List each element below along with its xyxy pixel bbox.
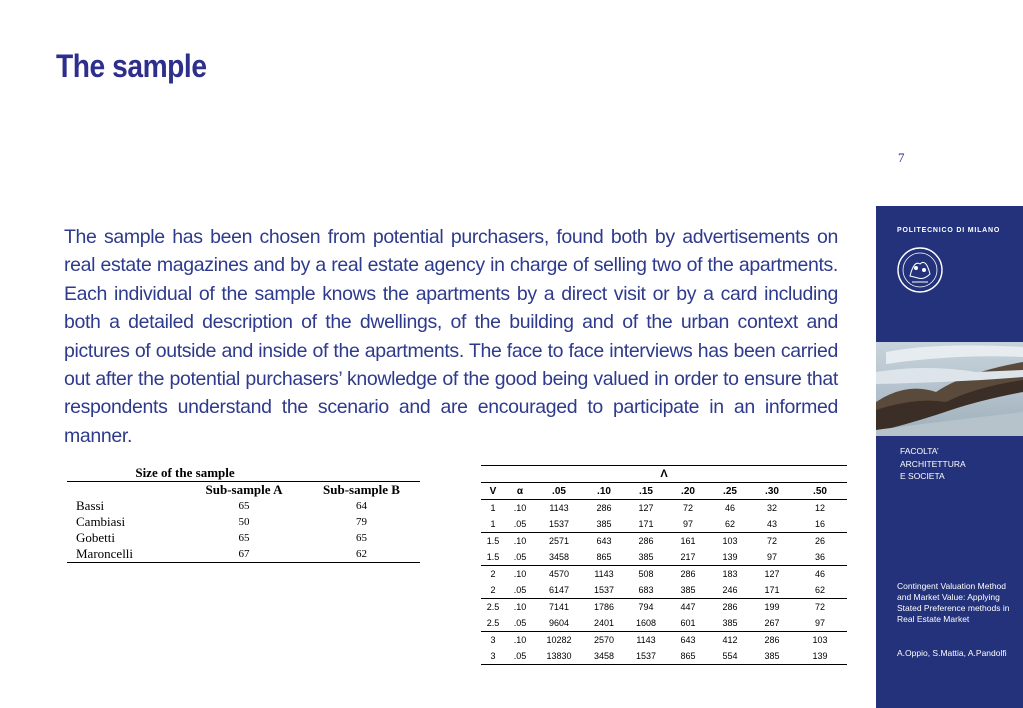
sample-size-value: 7141 (535, 599, 583, 616)
body-paragraph: The sample has been chosen from potential purchasers, found both by advertisements on real estate magazines and by a real estate agency in charge of selling two of the apartments. Each individual of the sample knows the apartments by a direct visit or by a card including both a detailed description of the dwellings, of the building and of the urban context and pictures of outside and inside of the apartments. The face to face interviews has been carried out after the potential purchasers’ knowledge of the good being valued in order to ensure that respondents understand the scenario and are encouraged to participate in an informed manner. (64, 226, 838, 447)
sample-size-value: 447 (667, 599, 709, 616)
lambda-column-header: .25 (709, 483, 751, 500)
sample-size-value: 643 (667, 632, 709, 649)
sample-size-value: 3458 (548, 552, 570, 562)
sample-table-title: Size of the sample (67, 465, 303, 482)
table-row (481, 632, 847, 649)
sample-size-value: 3458 (583, 648, 625, 665)
table-row (481, 500, 847, 517)
faculty-name: FACOLTA’ ARCHITETTURA E SOCIETA (900, 446, 966, 481)
table-row (481, 648, 847, 665)
university-seal-icon (896, 246, 944, 294)
sample-size-value: 171 (764, 585, 780, 595)
sample-size-table (67, 465, 420, 563)
v-value: 1.5 (481, 533, 505, 550)
sample-size-value: 1537 (548, 519, 570, 529)
sample-size-value: 1143 (549, 503, 569, 513)
sample-size-value: 286 (596, 503, 612, 513)
sample-size-value: 12 (814, 503, 825, 513)
sample-size-value: 1143 (625, 632, 667, 649)
alpha-value: .10 (505, 533, 535, 550)
sample-size-value: 97 (814, 618, 825, 628)
sample-size-value: 32 (766, 503, 777, 513)
v-header: V (481, 483, 505, 500)
sample-size-value: 72 (751, 533, 793, 550)
table-row (67, 514, 420, 530)
row-name: Bassi (76, 498, 105, 513)
sample-size-value: 72 (682, 503, 693, 513)
v-value: 3 (481, 632, 505, 649)
sample-size-value: 26 (793, 533, 847, 550)
sample-size-value: 385 (722, 618, 738, 628)
sample-size-value: 9604 (548, 618, 570, 628)
sample-size-value: 286 (751, 632, 793, 649)
sample-size-value: 385 (680, 585, 696, 595)
sample-size-value: 2571 (535, 533, 583, 550)
sample-size-value: 385 (751, 648, 793, 665)
alpha-value: .10 (505, 599, 535, 616)
sample-size-value: 601 (680, 618, 696, 628)
authors: A.Oppio, S.Mattia, A.Pandolfi (897, 648, 1007, 658)
sample-size-value: 6147 (548, 585, 570, 595)
value-b: 64 (356, 500, 367, 512)
sample-size-value: 139 (722, 552, 738, 562)
table-row (481, 566, 847, 583)
v-value: 1.5 (486, 552, 500, 562)
sample-size-value: 865 (667, 648, 709, 665)
sample-size-value: 4570 (535, 566, 583, 583)
sample-size-value: 2401 (593, 618, 615, 628)
paper-title: Contingent Valuation Method and Market Value: Applying Stated Preference methods in Real Estate Market (897, 581, 1010, 624)
lambda-column-header: .05 (535, 483, 583, 500)
sample-size-value: 1537 (593, 585, 615, 595)
sample-size-value: 865 (596, 552, 612, 562)
value-b: 62 (303, 546, 420, 563)
page-number: 7 (898, 150, 905, 165)
sample-size-value: 43 (766, 519, 777, 529)
sample-size-value: 508 (625, 566, 667, 583)
sample-size-value: 1143 (583, 566, 625, 583)
sample-size-value: 36 (814, 552, 825, 562)
sample-size-value: 46 (724, 503, 735, 513)
v-value: 2.5 (481, 599, 505, 616)
sample-size-value: 103 (709, 533, 751, 550)
value-a: 50 (238, 516, 250, 528)
value-a: 65 (238, 500, 250, 512)
row-name: Gobetti (76, 530, 115, 545)
table-row (481, 615, 847, 632)
value-b: 79 (356, 516, 367, 528)
alpha-value: .10 (505, 632, 535, 649)
slide-title: The sample (56, 48, 207, 84)
alpha-value: .05 (513, 585, 527, 595)
sample-size-value: 199 (751, 599, 793, 616)
v-value: 1 (490, 503, 496, 513)
sample-size-value: 46 (793, 566, 847, 583)
v-value: 2 (481, 566, 505, 583)
alpha-value: .05 (513, 618, 527, 628)
sample-size-value: 16 (814, 519, 825, 529)
sample-size-value: 62 (724, 519, 735, 529)
value-a: 65 (238, 532, 250, 544)
value-a: 67 (185, 546, 303, 563)
sample-size-value: 794 (625, 599, 667, 616)
sidebar (876, 206, 1023, 708)
sample-size-value: 1608 (635, 618, 657, 628)
sample-size-value: 683 (638, 585, 654, 595)
sample-size-value: 385 (596, 519, 612, 529)
alpha-value: .10 (505, 566, 535, 583)
alpha-value: .05 (513, 552, 527, 562)
sample-size-value: 246 (722, 585, 738, 595)
sample-size-value: 2570 (583, 632, 625, 649)
sample-size-value: 385 (638, 552, 654, 562)
lambda-column-header: .15 (625, 483, 667, 500)
alpha-value: .05 (505, 648, 535, 665)
sample-size-value: 286 (625, 533, 667, 550)
sample-size-value: 217 (680, 552, 696, 562)
sample-size-value: 554 (709, 648, 751, 665)
sample-size-value: 286 (667, 566, 709, 583)
column-header-a: Sub-sample A (205, 482, 283, 497)
sample-size-value: 13830 (535, 648, 583, 665)
sample-size-value: 183 (709, 566, 751, 583)
university-name: POLITECNICO DI MILANO (897, 227, 1001, 234)
alpha-value: .05 (513, 519, 527, 529)
v-value: 2.5 (486, 618, 500, 628)
table-row (481, 599, 847, 616)
table-row (67, 546, 420, 563)
value-b: 65 (356, 532, 367, 544)
lambda-column-header: .50 (793, 483, 847, 500)
v-value: 1 (490, 519, 496, 529)
sample-size-value: 412 (709, 632, 751, 649)
sample-size-value: 97 (682, 519, 693, 529)
v-value: 3 (481, 648, 505, 665)
sample-size-value: 643 (583, 533, 625, 550)
sample-size-value: 62 (814, 585, 825, 595)
lambda-column-header: .30 (751, 483, 793, 500)
row-name: Maroncelli (67, 546, 185, 563)
table-row (481, 582, 847, 599)
sample-size-value: 97 (766, 552, 777, 562)
sample-size-value: 1786 (583, 599, 625, 616)
sample-size-value: 127 (638, 503, 654, 513)
sample-size-value: 10282 (535, 632, 583, 649)
lambda-column-header: .20 (667, 483, 709, 500)
lambda-column-header: .10 (583, 483, 625, 500)
sample-size-value: 267 (764, 618, 780, 628)
sample-size-value: 139 (793, 648, 847, 665)
table-row (67, 530, 420, 546)
sample-size-value: 1537 (625, 648, 667, 665)
sample-size-value: 72 (793, 599, 847, 616)
sample-size-value: 127 (751, 566, 793, 583)
table-row (481, 533, 847, 550)
table-row (67, 498, 420, 514)
table-row (481, 516, 847, 533)
aerial-photo (876, 342, 1023, 436)
sample-size-value: 161 (667, 533, 709, 550)
column-header-b: Sub-sample B (323, 482, 400, 497)
sample-size-value: 171 (638, 519, 654, 529)
alpha-header: α (505, 483, 535, 500)
sample-size-value: 103 (793, 632, 847, 649)
lambda-header: Λ (481, 466, 847, 483)
table-row (481, 549, 847, 566)
sample-size-value: 286 (709, 599, 751, 616)
sample-size-lookup-table (481, 465, 847, 665)
v-value: 2 (490, 585, 496, 595)
row-name: Cambiasi (76, 514, 126, 529)
alpha-value: .10 (513, 503, 527, 513)
